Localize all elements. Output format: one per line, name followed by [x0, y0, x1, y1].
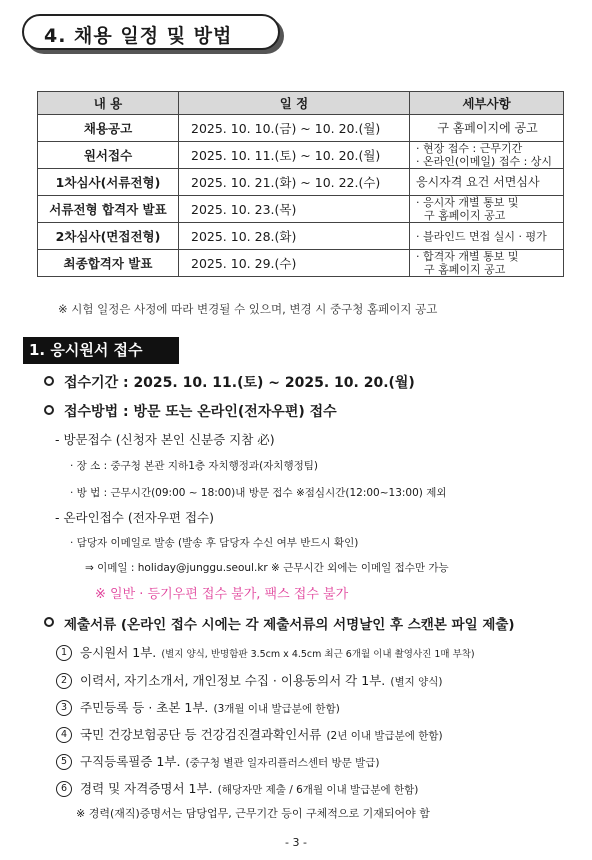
- doc-small: (2년 이내 발급분에 한함): [326, 730, 443, 742]
- circle-bullet-icon: [44, 617, 54, 627]
- detail-line: 구 홈페이지 공고: [424, 209, 506, 222]
- circle-bullet-icon: [44, 405, 54, 415]
- doc-item: [56, 670, 442, 689]
- visit-way: · 방 법 : 근무시간(09:00 ~ 18:00)내 방문 접수 ※점심시간(12:00~13:00) 제외: [70, 487, 447, 499]
- doc-small: (중구청 별관 일자리플러스센터 방문 발급): [185, 757, 380, 769]
- doc-item: [56, 724, 443, 743]
- row-detail: [410, 169, 564, 196]
- detail-line: · 응시자 개별 통보 및: [416, 196, 519, 209]
- doc-number: 4: [56, 727, 72, 743]
- row-detail: [410, 196, 564, 223]
- doc-small: (해당자만 제출 / 6개월 이내 발급분에 한함): [217, 784, 419, 796]
- row-date: 2025. 10. 28.(화): [179, 223, 410, 250]
- row-item: 1차심사(서류전형): [38, 169, 179, 196]
- row-detail: [410, 142, 564, 169]
- visit-title: - 방문접수 (신청자 본인 신분증 지참 必): [55, 432, 275, 447]
- section-heading: 4. 채용 일정 및 방법: [44, 25, 233, 47]
- row-date: 2025. 10. 29.(수): [179, 250, 410, 277]
- online-warning: ※ 일반 · 등기우편 접수 불가, 팩스 접수 불가: [95, 587, 349, 602]
- visit-place: · 장 소 : 중구청 본관 지하1층 자치행정과(자치행정팀): [70, 460, 318, 472]
- section-heading-box: [22, 14, 280, 50]
- doc-item: [56, 751, 380, 770]
- table-header-row: [38, 92, 564, 115]
- detail-line: 구 홈페이지 공고: [424, 263, 506, 276]
- row-item: 서류전형 합격자 발표: [38, 196, 179, 223]
- row-date: 2025. 10. 21.(화) ~ 10. 22.(수): [179, 169, 410, 196]
- doc-text: 이력서, 자기소개서, 개인정보 수집 · 이용동의서 각 1부.: [80, 673, 386, 688]
- table-row: [38, 142, 564, 169]
- period-text: 접수기간 : 2025. 10. 11.(토) ~ 2025. 10. 20.(월): [64, 375, 415, 391]
- doc-text: 경력 및 자격증명서 1부.: [80, 781, 213, 796]
- doc-item: [56, 697, 340, 716]
- doc-text: 국민 건강보험공단 등 건강검진결과확인서류: [80, 727, 322, 742]
- table-row: [38, 196, 564, 223]
- row-item: 최종합격자 발표: [38, 250, 179, 277]
- method-text: 접수방법 : 방문 또는 온라인(전자우편) 접수: [64, 404, 337, 420]
- doc-number: 2: [56, 673, 72, 689]
- online-email: ⇒ 이메일 : holiday@junggu.seoul.kr ※ 근무시간 외에는 이메일 접수만 가능: [85, 562, 449, 574]
- online-title: - 온라인접수 (전자우편 접수): [55, 510, 215, 525]
- section-label: 1. 응시원서 접수: [23, 337, 179, 364]
- table-row: [38, 250, 564, 277]
- doc-small: (3개월 이내 발급분에 한함): [213, 703, 340, 715]
- doc-text: 응시원서 1부.: [80, 645, 157, 660]
- doc-text: 구직등록필증 1부.: [80, 754, 181, 769]
- row-item: 채용공고: [38, 115, 179, 142]
- detail-line: · 온라인(이메일) 접수 : 상시: [416, 155, 553, 168]
- schedule-note: ※ 시험 일정은 사정에 따라 변경될 수 있으며, 변경 시 중구청 홈페이지 공고: [58, 302, 438, 316]
- row-detail: [410, 115, 564, 142]
- col-header-date: 일 정: [179, 92, 410, 115]
- doc-number: 6: [56, 781, 72, 797]
- docs-title: 제출서류 (온라인 접수 시에는 각 제출서류의 서명날인 후 스캔본 파일 제출): [64, 617, 515, 633]
- detail-line: 구 홈페이지에 공고: [437, 120, 538, 135]
- online-desc: · 담당자 이메일로 발송 (발송 후 담당자 수신 여부 반드시 확인): [70, 537, 359, 549]
- doc-item: [56, 642, 475, 661]
- doc-number: 5: [56, 754, 72, 770]
- doc-small: (별지 양식): [390, 676, 443, 688]
- page-number: - 3 -: [285, 836, 307, 849]
- doc-text: 주민등록 등 · 초본 1부.: [80, 700, 209, 715]
- row-detail: [410, 223, 564, 250]
- detail-line: · 현장 접수 : 근무기간: [416, 142, 523, 155]
- detail-line: 응시자격 요건 서면심사: [416, 174, 540, 189]
- doc-small: (별지 양식, 반명함판 3.5cm x 4.5cm 최근 6개월 이내 촬영사진 1매 부착): [161, 649, 475, 660]
- detail-line: · 합격자 개별 통보 및: [416, 250, 519, 263]
- table-row: [38, 169, 564, 196]
- row-date: 2025. 10. 10.(금) ~ 10. 20.(월): [179, 115, 410, 142]
- circle-bullet-icon: [44, 376, 54, 386]
- col-header-item: 내 용: [38, 92, 179, 115]
- docs-note: ※ 경력(재직)증명서는 담당업무, 근무기간 등이 구체적으로 기재되어야 함: [76, 807, 430, 820]
- table-row: [38, 223, 564, 250]
- row-item: 원서접수: [38, 142, 179, 169]
- col-header-detail: 세부사항: [410, 92, 564, 115]
- row-date: 2025. 10. 23.(목): [179, 196, 410, 223]
- doc-number: 1: [56, 645, 72, 661]
- table-row: [38, 115, 564, 142]
- doc-number: 3: [56, 700, 72, 716]
- schedule-table: [37, 91, 564, 277]
- row-detail: [410, 250, 564, 277]
- row-item: 2차심사(면접전형): [38, 223, 179, 250]
- doc-item: [56, 778, 418, 797]
- detail-line: · 블라인드 면접 실시 · 평가: [416, 229, 547, 243]
- row-date: 2025. 10. 11.(토) ~ 10. 20.(월): [179, 142, 410, 169]
